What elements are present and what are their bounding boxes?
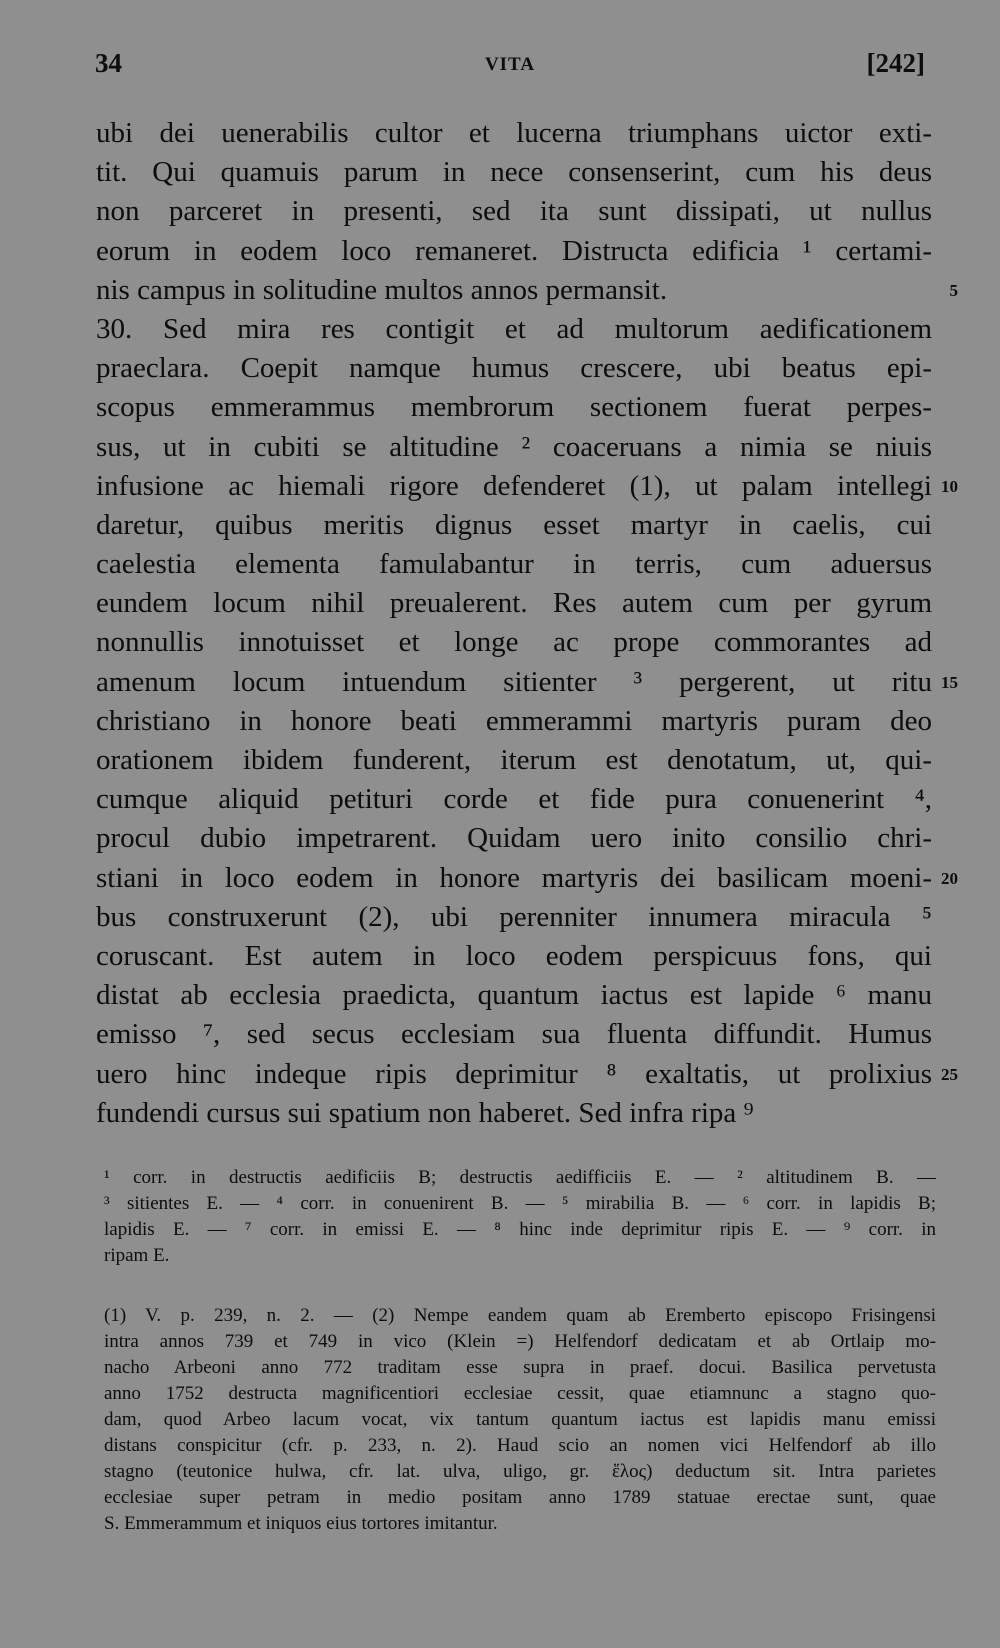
text-line (96, 663, 958, 702)
text-line-content: christiano in honore beati emmerammi martyris puram deo (96, 704, 932, 737)
text-line (96, 545, 932, 584)
apparatus-line: ripam E. (104, 1245, 170, 1266)
text-line-content: caelestia elementa famulabantur in terris, cum aduersus (96, 548, 932, 581)
text-line (96, 1094, 932, 1133)
text-line-content: stiani in loco eodem in honore martyris dei basilicam moeni- (96, 861, 932, 894)
text-line (96, 1015, 932, 1054)
text-line-content: amenum locum intuendum sitienter ³ pergerent, ut ritu (96, 665, 932, 698)
text-line-content: eundem locum nihil preualerent. Res autem cum per gyrum (96, 587, 932, 620)
footnote-line: dam, quod Arbeo lacum vocat, vix tantum quantum iactus est lapidis manu emissi (104, 1409, 936, 1430)
text-line-content: tit. Qui quamuis parum in nece consenserint, cum his deus (96, 156, 932, 189)
text-line (96, 898, 932, 937)
footnotes (104, 1303, 936, 1537)
text-line-content: scopus emmerammus membrorum sectionem fuerat perpes- (96, 391, 932, 424)
running-title: VITA (484, 54, 536, 75)
page-number: 34 (95, 48, 122, 78)
text-line (96, 114, 932, 153)
line-number: 20 (941, 868, 958, 888)
text-line (96, 859, 958, 898)
main-text (96, 114, 958, 1133)
text-line-content: orationem ibidem funderent, iterum est denotatum, ut, qui- (96, 744, 932, 776)
critical-apparatus (104, 1165, 936, 1269)
apparatus-line: lapidis E. — ⁷ corr. in emissi E. — ⁸ hinc inde deprimitur ripis E. — ⁹ corr. in (104, 1219, 936, 1240)
text-line (96, 467, 958, 506)
text-line-content: nonnullis innotuisset et longe ac prope commorantes ad (96, 626, 932, 659)
text-line-content: fundendi cursus sui spatium non haberet. Sed infra ripa ⁹ (96, 1096, 754, 1129)
text-line-content: daretur, quibus meritis dignus esset martyr in caelis, cui (96, 508, 932, 541)
text-line-content: praeclara. Coepit namque humus crescere, ubi beatus epi- (96, 352, 932, 385)
text-line-content: non parceret in presenti, sed ita sunt dissipati, ut nullus (96, 195, 932, 228)
text-line-content: distat ab ecclesia praedicta, quantum iactus est lapide ⁶ manu (96, 979, 932, 1012)
text-line-content: uero hinc indeque ripis deprimitur ⁸ exaltatis, ut prolixius (96, 1057, 932, 1090)
text-line-content: procul dubio impetrarent. Quidam uero inito consilio chri- (96, 822, 932, 855)
text-line (96, 153, 932, 192)
text-line-content: infusione ac hiemali rigore defenderet (1), ut palam intellegi (96, 469, 932, 502)
text-line-content: bus construxerunt (2), ubi perenniter innumera miracula ⁵ (96, 900, 932, 933)
page-header (95, 48, 925, 88)
text-line (96, 232, 932, 271)
text-line (96, 819, 932, 858)
text-line (96, 702, 932, 741)
footnote-line: stagno (teutonice hulwa, cfr. lat. ulva, uligo, gr. ἕλος) deductum sit. Intra parietes (104, 1461, 936, 1482)
apparatus-line: ³ sitientes E. — ⁴ corr. in conuenirent B. — ⁵ mirabilia B. — ⁶ corr. in lapidis B; (104, 1193, 936, 1214)
text-line (96, 506, 932, 545)
text-line-content: emisso ⁷, sed secus ecclesiam sua fluenta diffundit. Humus (96, 1018, 932, 1051)
line-number: 10 (941, 476, 958, 496)
footnote-line: ecclesiae super petram in medio positam anno 1789 statuae erectae sunt, quae (104, 1487, 936, 1508)
text-line (96, 976, 932, 1015)
text-line (96, 192, 932, 231)
footnote-line: distans conspicitur (cfr. p. 233, n. 2). Haud scio an nomen vici Helfendorf ab illo (104, 1435, 936, 1456)
text-line (96, 1055, 958, 1094)
line-number: 5 (949, 280, 958, 300)
text-line-content: ubi dei uenerabilis cultor et lucerna triumphans uictor exti- (96, 117, 932, 149)
text-line (96, 623, 932, 662)
text-line-content: sus, ut in cubiti se altitudine ² coaceruans a nimia se niuis (96, 430, 932, 463)
text-line-content: nis campus in solitudine multos annos permansit. (96, 273, 668, 306)
footnote-line: S. Emmerammum et iniquos eius tortores imitantur. (104, 1513, 498, 1534)
text-line (96, 937, 932, 976)
text-line-content: cumque aliquid petituri corde et fide pura conuenerint ⁴, (96, 783, 932, 816)
page-reference: [242] (866, 48, 925, 78)
text-line (96, 349, 932, 388)
footnote-line: (1) V. p. 239, n. 2. — (2) Nempe eandem quam ab Eremberto episcopo Frisingensi (104, 1305, 936, 1326)
text-line (96, 741, 932, 780)
text-line-content: coruscant. Est autem in loco eodem perspicuus fons, qui (96, 939, 932, 972)
apparatus-line: ¹ corr. in destructis aedificiis B; destructis aedifficiis E. — ² altitudinem B. — (104, 1167, 936, 1188)
text-line-content: eorum in eodem loco remaneret. Distructa edificia ¹ certami- (96, 234, 932, 267)
text-line (96, 584, 932, 623)
line-number: 15 (941, 672, 958, 692)
footnote-line: anno 1752 destructa magnificentiori ecclesiae cessit, quae etiamnunc a stagno quo- (104, 1383, 936, 1404)
text-line (96, 388, 932, 427)
text-line (96, 428, 932, 467)
text-line (96, 780, 932, 819)
text-line-content: 30. Sed mira res contigit et ad multorum aedificationem (96, 312, 932, 345)
footnote-line: intra annos 739 et 749 in vico (Klein =) Helfendorf dedicatam et ab Ortlaip mo- (104, 1331, 936, 1352)
text-line (96, 310, 932, 349)
line-number: 25 (941, 1064, 958, 1084)
footnote-line: nacho Arbeoni anno 772 traditam esse supra in praef. docui. Basilica pervetusta (104, 1357, 936, 1378)
text-line (96, 271, 958, 310)
